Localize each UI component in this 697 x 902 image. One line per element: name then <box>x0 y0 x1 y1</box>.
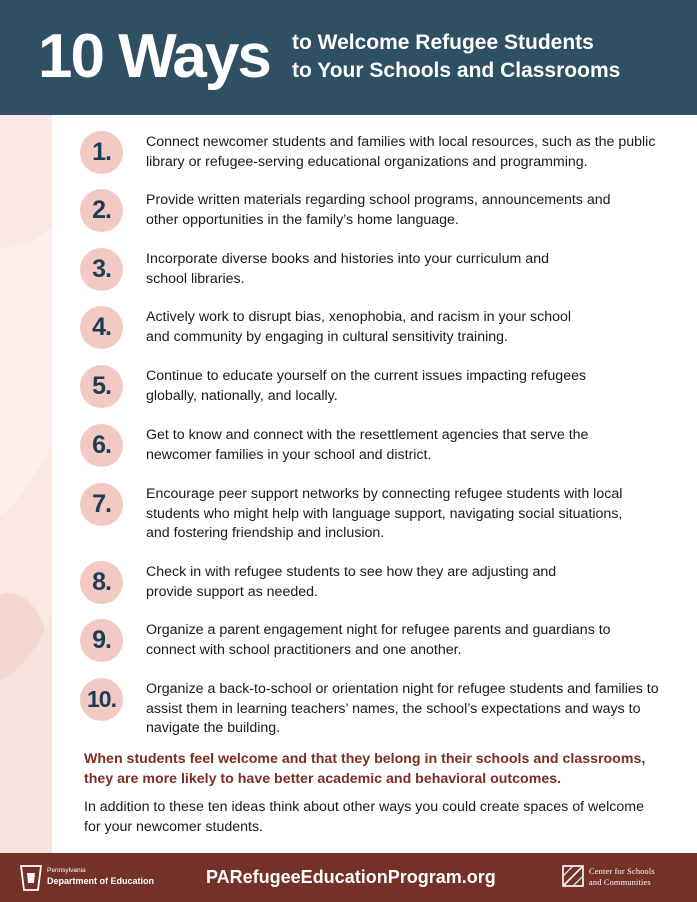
bg-shape-top <box>0 115 52 249</box>
csc-name-line-2: and Communities <box>589 878 651 887</box>
item-number: 7. <box>92 490 111 518</box>
item-number: 5. <box>92 372 111 400</box>
number-badge <box>80 365 123 408</box>
item-number: 9. <box>92 626 111 654</box>
item-text: Provide written materials regarding school programs, announcements and other opportunities in the family’s home language. <box>146 192 611 228</box>
item-text: Actively work to disrupt bias, xenophobia, and racism in your school and community by engaging in cultural sensitivity training. <box>146 309 572 345</box>
subtitle-line-2: to Your Schools and Classrooms <box>292 59 621 82</box>
item-text: Organize a back-to-school or orientation night for refugee students and families to assist them in learning teachers’ names, the school’s expectations and ways to navigate the building. <box>146 681 659 736</box>
footer-bar <box>0 853 697 902</box>
pde-name: Department of Education <box>47 876 155 886</box>
number-badge <box>80 619 123 662</box>
item-text: Incorporate diverse books and histories into your curriculum and school libraries. <box>146 251 549 287</box>
title-10-ways: 10 Ways <box>38 22 270 91</box>
pde-logo <box>20 865 160 891</box>
item-number: 2. <box>92 196 111 224</box>
item-text: Organize a parent engagement night for refugee parents and guardians to connect with school practitioners and one another. <box>146 622 611 658</box>
keystone-icon <box>20 865 42 891</box>
item-number: 6. <box>92 431 111 459</box>
item-number: 1. <box>92 138 111 166</box>
csc-logo <box>562 864 687 892</box>
header-banner <box>0 0 697 115</box>
additional-note: In addition to these ten ideas think about other ways you could create spaces of welcome for your newcomer students. <box>84 799 644 835</box>
item-text: Connect newcomer students and families with local resources, such as the public library or refugee-serving educational organizations and programming. <box>146 134 656 170</box>
item-number: 4. <box>92 313 111 341</box>
item-number: 3. <box>92 255 111 283</box>
number-badge <box>80 678 123 721</box>
item-number: 8. <box>92 568 111 596</box>
program-url[interactable]: PARefugeeEducationProgram.org <box>206 867 496 887</box>
number-badge <box>80 561 123 604</box>
item-text: Get to know and connect with the resettlement agencies that serve the newcomer families in your school and district. <box>146 427 589 463</box>
number-badge <box>80 248 123 291</box>
csc-name-line-1: Center for Schools <box>589 867 655 876</box>
number-badge <box>80 306 123 349</box>
number-badge <box>80 189 123 232</box>
item-text: Check in with refugee students to see how they are adjusting and provide support as needed. <box>146 564 557 600</box>
subtitle-line-1: to Welcome Refugee Students <box>292 31 594 54</box>
subtitle <box>292 29 620 85</box>
csc-icon <box>562 865 584 887</box>
number-badge <box>80 131 123 174</box>
number-badge <box>80 483 123 526</box>
closing-statement: When students feel welcome and that they belong in their schools and classrooms, they are more likely to have better academic and behavioral outcomes. <box>84 751 646 787</box>
item-text: Encourage peer support networks by connecting refugee students with local students who might help with language support, navigating social situations, and fostering friendship and inclusion. <box>146 486 623 541</box>
item-text: Continue to educate yourself on the current issues impacting refugees globally, nationally, and locally. <box>146 368 587 404</box>
number-badge <box>80 424 123 467</box>
pde-state-label: Pennsylvania <box>47 867 86 874</box>
item-number: 10. <box>87 686 116 712</box>
